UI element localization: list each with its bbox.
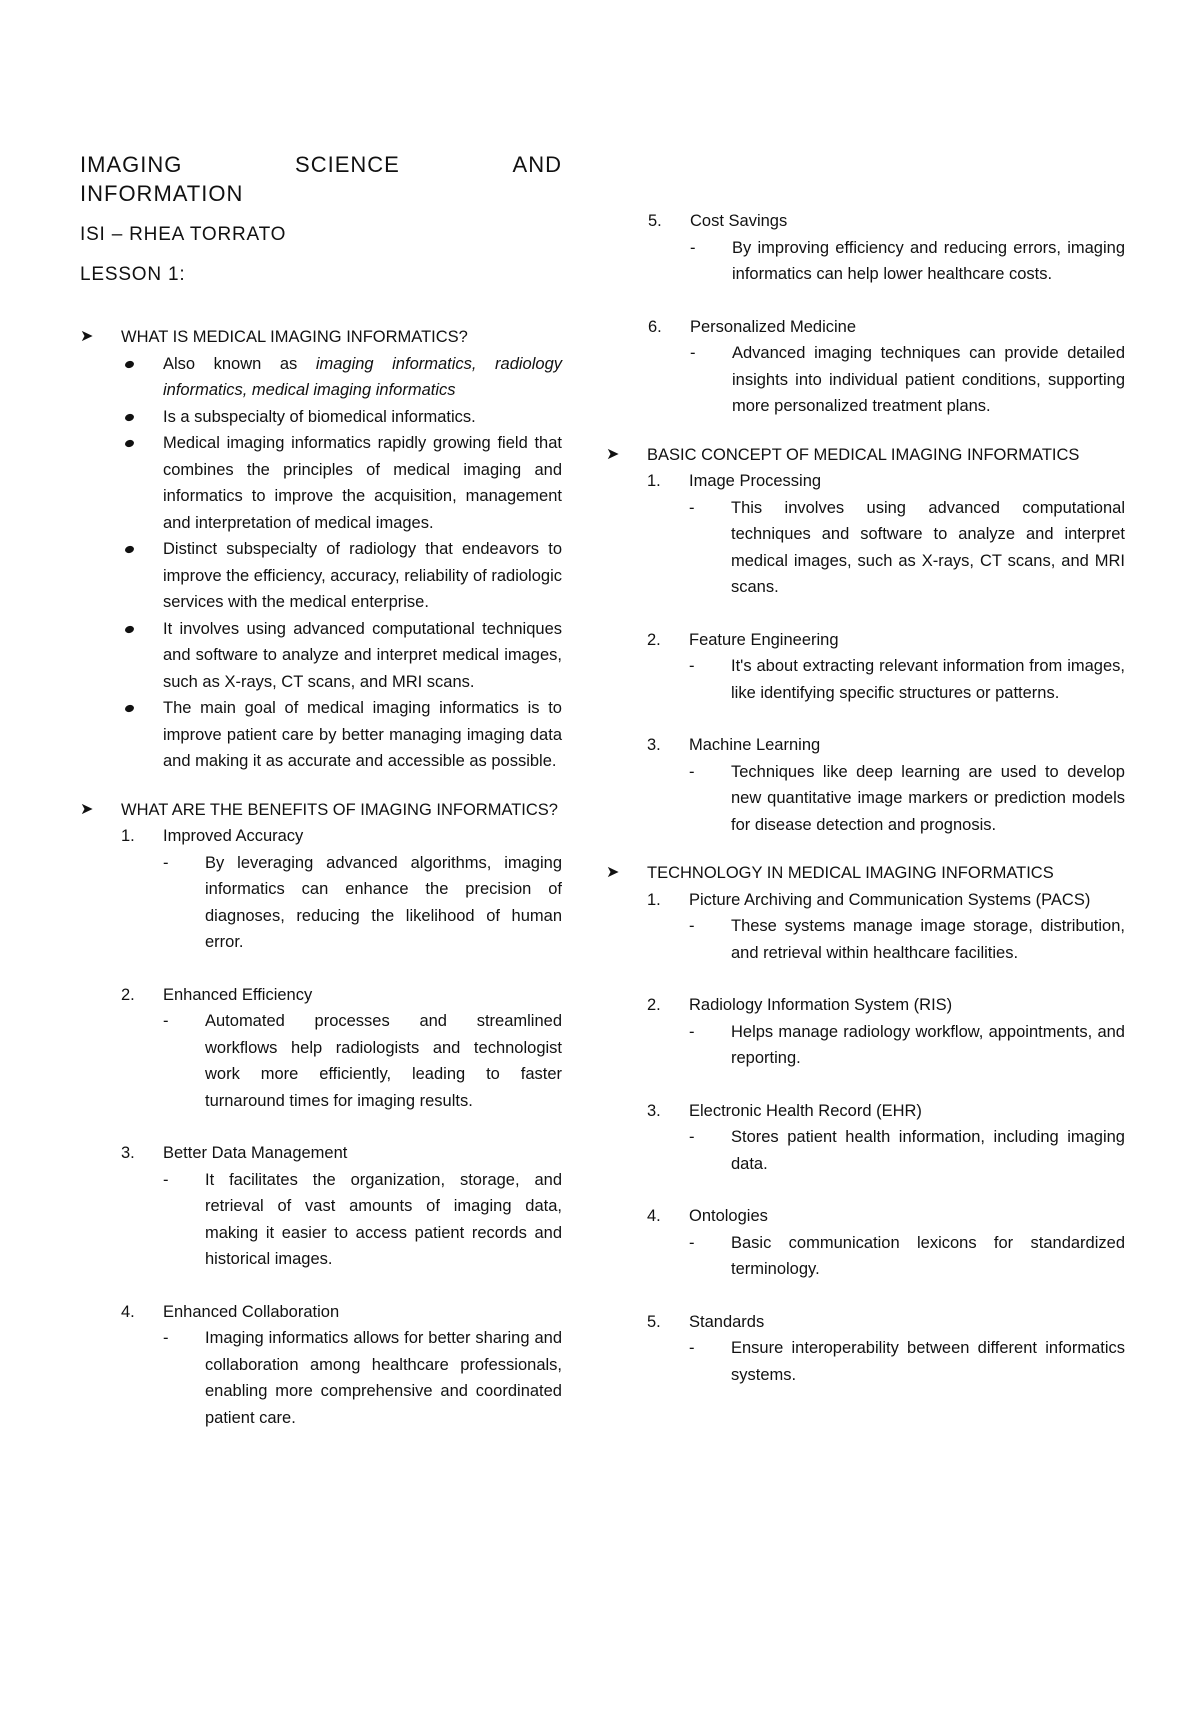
section-technology (606, 860, 1125, 1388)
bullet-list (121, 351, 562, 775)
item-title: Better Data Management (163, 1144, 348, 1162)
dash-icon: - (163, 1170, 169, 1189)
item-description: Techniques like deep learning are used to develop new quantitative image markers or prediction models for disease detection and prognosis. (731, 762, 1125, 834)
bullet-text: Distinct subspecialty of radiology that endeavors to improve the efficiency, accuracy, reliability of radiologic services with the medical enterprise. (163, 540, 562, 611)
list-item (163, 404, 562, 431)
subtitle: ISI – RHEA TORRATO (80, 224, 287, 245)
item-title: Radiology Information System (RIS) (689, 996, 953, 1014)
item-number: 6. (648, 317, 662, 336)
dash-icon: - (689, 762, 695, 781)
list-item (163, 616, 562, 696)
list-item (163, 351, 562, 404)
item-description: It's about extracting relevant information from images, like identifying specific structures or patterns. (731, 657, 1125, 702)
item-number: 3. (647, 736, 661, 754)
dash-icon: - (689, 917, 695, 935)
item-description: Automated processes and streamlined workflows help radiologists and technologist work more efficiently, leading to faster turnaround times for imaging results. (205, 1012, 562, 1110)
dash-icon: - (163, 1329, 169, 1347)
dash-icon: - (689, 1233, 695, 1252)
title-line-2: INFORMATION (80, 181, 244, 206)
dash-icon: - (690, 344, 696, 362)
list-item (121, 982, 562, 1115)
bullet-dot-icon (124, 412, 135, 422)
lesson-heading: LESSON 1: (80, 264, 186, 285)
item-title: Electronic Health Record (EHR) (689, 1101, 922, 1120)
bullet-text: Medical imaging informatics rapidly growing field that combines the principles of medical imaging and informatics to improve the acquisition, management and interpretation of medical images. (163, 434, 562, 532)
bullet-dot-icon (124, 624, 135, 634)
bullet-text: Also known as (163, 354, 316, 373)
item-number: 3. (647, 1101, 661, 1120)
title-word: AND (512, 152, 562, 177)
item-number: 4. (121, 1302, 135, 1321)
list-item (121, 1140, 562, 1273)
title-word: IMAGING (80, 152, 183, 177)
list-item (647, 1309, 1125, 1389)
title-word: SCIENCE (295, 152, 400, 177)
bullet-dot-icon (124, 359, 135, 369)
item-title: Cost Savings (690, 212, 788, 230)
item-description: Stores patient health information, including imaging data. (731, 1128, 1125, 1173)
dash-icon: - (689, 1128, 695, 1146)
section-basic-concept (606, 442, 1125, 839)
arrow-bullet-icon: ➤ (606, 864, 620, 881)
item-description: These systems manage image storage, distribution, and retrieval within healthcare facilities. (731, 917, 1125, 962)
bullet-text: The main goal of medical imaging informatics is to improve patient care by better managing imaging data and making it as accurate and accessible as possible. (163, 699, 562, 770)
document-title (80, 150, 562, 208)
dash-icon: - (689, 498, 695, 517)
item-title: Ontologies (689, 1207, 768, 1225)
item-title: Standards (689, 1312, 765, 1331)
dash-icon: - (689, 657, 695, 675)
item-number: 4. (647, 1207, 661, 1225)
list-item (648, 314, 1125, 420)
bullet-dot-icon (124, 704, 135, 714)
bullet-italic-text: imaging informatics, radiology informatics, medical imaging informatics (163, 354, 562, 399)
item-title: Improved Accuracy (163, 827, 304, 845)
item-description: By improving efficiency and reducing errors, imaging informatics can help lower healthcare costs. (732, 238, 1125, 283)
item-description: This involves using advanced computational techniques and software to analyze and interpret medical images, such as X-rays, CT scans, and MRI scans. (731, 498, 1125, 596)
list-item (647, 468, 1125, 601)
section-heading: BASIC CONCEPT OF MEDICAL IMAGING INFORMATICS (647, 445, 1080, 464)
item-description: Imaging informatics allows for better sharing and collaboration among healthcare professionals, enabling more comprehensive and coordinated patient care. (205, 1329, 562, 1427)
dash-icon: - (163, 853, 169, 872)
list-item (647, 1098, 1125, 1178)
list-item (163, 695, 562, 775)
item-title: Image Processing (689, 472, 822, 490)
numbered-list (121, 823, 562, 1431)
item-title: Personalized Medicine (690, 317, 857, 336)
bullet-text: Is a subspecialty of biomedical informatics. (163, 407, 476, 426)
arrow-bullet-icon: ➤ (80, 800, 94, 818)
section-what-is (80, 324, 562, 775)
bullet-text: It involves using advanced computational techniques and software to analyze and interpret medical images, such as X-rays, CT scans, and MRI scans. (163, 619, 562, 691)
item-title: Feature Engineering (689, 630, 839, 649)
list-item (121, 1299, 562, 1432)
item-description: By leveraging advanced algorithms, imaging informatics can enhance the precision of diagnoses, reducing the likelihood of human error. (205, 853, 562, 951)
item-number: 5. (647, 1312, 661, 1331)
dash-icon: - (689, 1339, 695, 1357)
bullet-dot-icon (124, 545, 135, 555)
item-number: 2. (647, 630, 661, 649)
list-item (121, 823, 562, 956)
section-heading: WHAT ARE THE BENEFITS OF IMAGING INFORMATICS? (121, 800, 558, 819)
right-column (606, 208, 1125, 1388)
item-number: 3. (121, 1144, 135, 1162)
item-description: It facilitates the organization, storage, and retrieval of vast amounts of imaging data, making it easier to access patient records and historical images. (205, 1170, 562, 1268)
list-item (163, 430, 562, 536)
item-title: Machine Learning (689, 736, 821, 754)
item-number: 1. (647, 472, 661, 490)
item-description: Ensure interoperability between different informatics systems. (731, 1339, 1125, 1384)
dash-icon: - (163, 1012, 169, 1030)
list-item (647, 887, 1125, 967)
item-description: Helps manage radiology workflow, appointments, and reporting. (731, 1022, 1125, 1067)
list-item (647, 627, 1125, 707)
section-heading: TECHNOLOGY IN MEDICAL IMAGING INFORMATICS (647, 864, 1054, 882)
left-column (80, 150, 562, 1431)
item-description: Advanced imaging techniques can provide detailed insights into individual patient conditions, supporting more personalized treatment plans. (732, 344, 1125, 415)
numbered-list (647, 887, 1125, 1389)
section-benefits (80, 797, 562, 1432)
list-item (647, 732, 1125, 838)
item-title: Enhanced Efficiency (163, 985, 313, 1004)
section-heading: WHAT IS MEDICAL IMAGING INFORMATICS? (121, 328, 468, 346)
item-number: 2. (121, 985, 135, 1004)
list-item (163, 536, 562, 616)
list-item (647, 1203, 1125, 1283)
dash-icon: - (690, 238, 696, 257)
arrow-bullet-icon: ➤ (80, 328, 94, 345)
dash-icon: - (689, 1022, 695, 1041)
item-number: 1. (647, 890, 661, 909)
list-item (647, 992, 1125, 1072)
arrow-bullet-icon: ➤ (606, 445, 620, 463)
item-title: Enhanced Collaboration (163, 1302, 340, 1321)
item-number: 5. (648, 212, 662, 230)
item-number: 1. (121, 827, 135, 845)
numbered-list-continued (648, 208, 1125, 420)
list-item (648, 208, 1125, 288)
item-title: Picture Archiving and Communication Systems (PACS) (689, 890, 1091, 909)
item-description: Basic communication lexicons for standardized terminology. (731, 1233, 1125, 1278)
bullet-dot-icon (124, 439, 135, 449)
numbered-list (647, 468, 1125, 838)
item-number: 2. (647, 996, 661, 1014)
